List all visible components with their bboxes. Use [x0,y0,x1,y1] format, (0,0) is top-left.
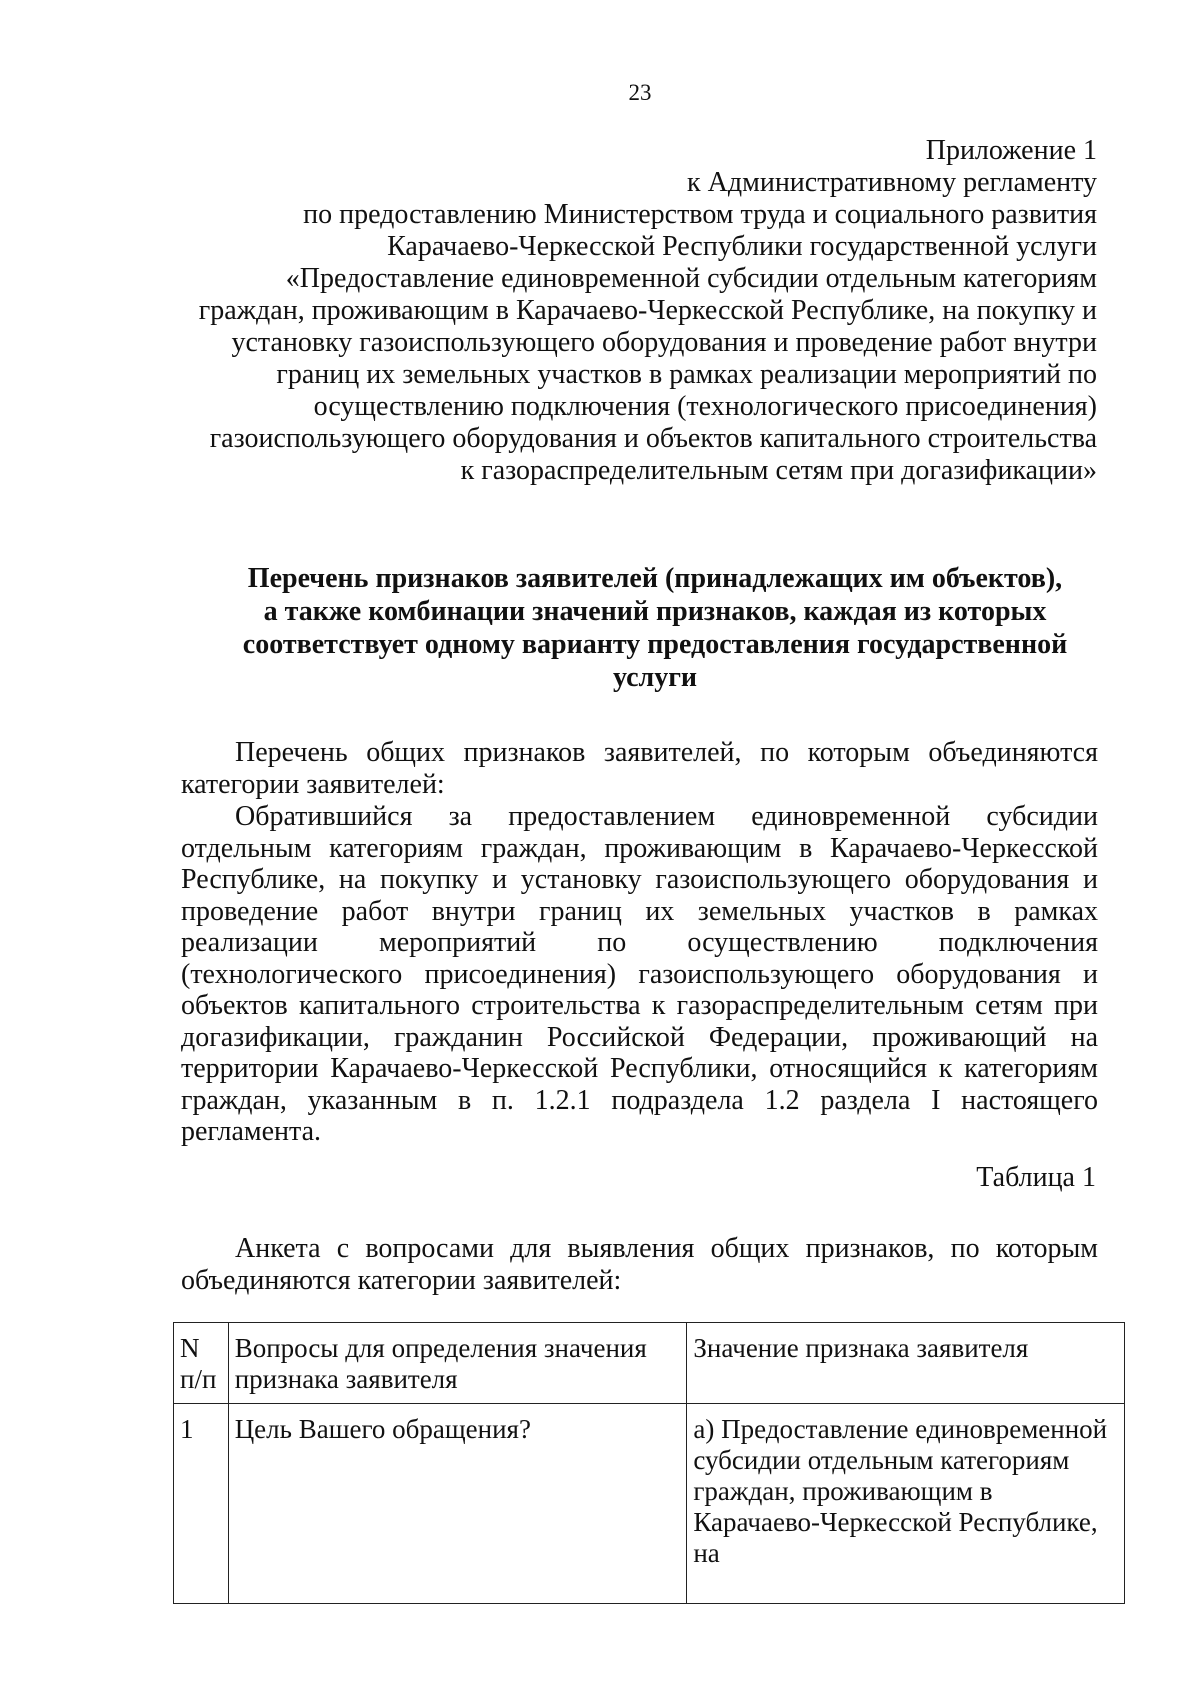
appendix-line: Карачаево-Черкесской Республики государственной услуги [387,231,1097,262]
header-question: Вопросы для определения значения признака заявителя [228,1323,687,1404]
appendix-line: к Административному регламенту [687,167,1097,198]
header-value: Значение признака заявителя [687,1323,1125,1404]
header-number: N п/п [174,1323,229,1404]
title-line: Перечень признаков заявителей (принадлежащих им объектов), [247,563,1063,594]
appendix-line: осуществлению подключения (технологического присоединения) [313,391,1097,422]
document-title [190,562,1120,694]
table-row [174,1404,1125,1604]
row-question: Цель Вашего обращения? [228,1404,687,1604]
title-line: услуги [612,662,698,693]
row-number: 1 [174,1404,229,1604]
title-line: соответствует одному варианту предоставления государственной [242,629,1068,660]
appendix-line: границ их земельных участков в рамках реализации мероприятий по [276,359,1097,390]
appendix-line: по предоставлению Министерством труда и социального развития [303,199,1097,230]
appendix-line: установку газоиспользующего оборудования и проведение работ внутри [231,327,1097,358]
paragraph-common-features: Перечень общих признаков заявителей, по которым объединяются категории заявителей: [181,737,1098,800]
appendix-line: граждан, проживающим в Карачаево-Черкесской Республике, на покупку и [198,295,1097,326]
appendix-line: к газораспределительным сетям при догазификации» [460,455,1097,486]
page-number: 23 [628,80,652,105]
title-line: а также комбинации значений признаков, каждая из которых [263,596,1047,627]
appendix-line: «Предоставление единовременной субсидии отдельным категориям [285,263,1097,294]
appendix-header [137,135,1097,487]
questionnaire-table [173,1322,1125,1604]
table-label: Таблица 1 [976,1162,1096,1193]
appendix-line: Приложение 1 [925,135,1097,166]
row-value: а) Предоставление единовременной субсидии отдельным категориям граждан, проживающим в Карачаево-Черкесской Республике, на [687,1404,1125,1604]
appendix-line: газоиспользующего оборудования и объектов капитального строительства [209,423,1097,454]
table-header-row [174,1323,1125,1404]
paragraph-applicant-description: Обратившийся за предоставлением единовременной субсидии отдельным категориям граждан, проживающим в Карачаево-Черкесской Республике, на покупку и установку газоиспользующего оборудования и проведение работ внутри границ их земельных участков в рамках реализации мероприятий по осуществлению подключения (технологического присоединения) газоиспользующего оборудования и объектов капитального строительства к газораспределительным сетям при догазификации, гражданин Российской Федерации, проживающий на территории Карачаево-Черкесской Республики, относящийся к категориям граждан, указанным в п. 1.2.1 подраздела 1.2 раздела I настоящего регламента. [181,801,1098,1147]
paragraph-questionnaire: Анкета с вопросами для выявления общих признаков, по которым объединяются категории заявителей: [181,1233,1098,1296]
